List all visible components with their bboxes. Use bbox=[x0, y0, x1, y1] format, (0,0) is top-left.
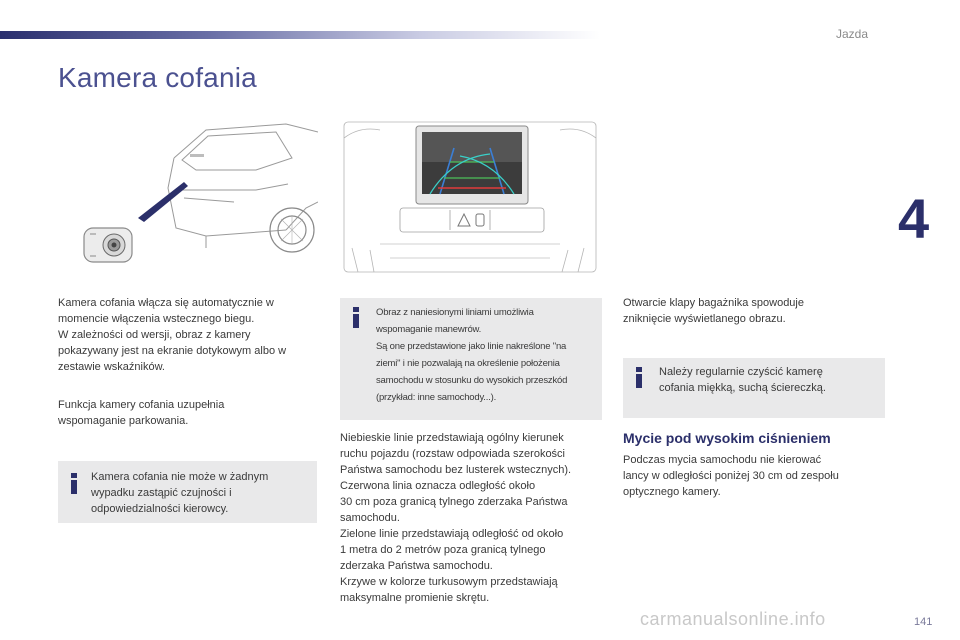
text-line: wspomaganie parkowania. bbox=[58, 415, 189, 427]
text-line: Kamera cofania włącza się automatycznie w bbox=[58, 297, 274, 309]
info-box-warning bbox=[58, 461, 317, 523]
text-line: odpowiedzialności kierowcy. bbox=[91, 503, 229, 515]
text-line: optycznego kamery. bbox=[623, 486, 721, 498]
touchscreen-illustration bbox=[340, 118, 602, 280]
text-line: ziemi" i nie pozwalają na określenie położenia bbox=[376, 358, 560, 369]
text-line: wspomaganie manewrów. bbox=[376, 324, 482, 335]
intro-paragraph bbox=[58, 295, 320, 375]
info-icon bbox=[71, 473, 77, 494]
header-gradient-bar bbox=[0, 31, 600, 39]
text-line: Niebieskie linie przedstawiają ogólny kierunek bbox=[340, 432, 564, 444]
text-line: ruchu pojazdu (rozstaw odpowiada szerokości bbox=[340, 448, 566, 460]
text-line: (przykład: inne samochody...). bbox=[376, 392, 497, 403]
text-line: Kamera cofania nie może w żadnym bbox=[91, 471, 269, 483]
text-line: zderzaka Państwa samochodu. bbox=[340, 560, 493, 572]
text-line: Krzywe w kolorze turkusowym przedstawiają bbox=[340, 576, 558, 588]
info-icon bbox=[353, 307, 359, 328]
text-line: zestawie wskaźników. bbox=[58, 361, 165, 373]
text-line: 1 metra do 2 metrów poza granicą tylnego bbox=[340, 544, 546, 556]
text-line: Należy regularnie czyścić kamerę bbox=[659, 366, 823, 378]
chapter-name: Jazda bbox=[836, 27, 869, 41]
text-line: Są one przedstawione jako linie nakreślone "na bbox=[376, 341, 567, 352]
text-line: cofania miękką, suchą ściereczką. bbox=[659, 382, 826, 394]
text-line: 30 cm poza granicą tylnego zderzaka Państwa bbox=[340, 496, 568, 508]
text-line: lancy w odległości poniżej 30 cm od zespołu bbox=[623, 470, 839, 482]
chapter-number: 4 bbox=[898, 187, 930, 250]
text-line: samochodu w stosunku do wysokich przeszkód bbox=[376, 375, 568, 386]
washing-heading: Mycie pod wysokim ciśnieniem bbox=[623, 430, 831, 446]
text-line: momencie włączenia wstecznego biegu. bbox=[58, 313, 255, 325]
page-number: 141 bbox=[914, 616, 933, 628]
info-box-cleaning bbox=[623, 358, 885, 418]
text-line: Funkcja kamery cofania uzupełnia bbox=[58, 399, 225, 411]
text-line: Obraz z naniesionymi liniami umożliwia bbox=[376, 307, 534, 318]
camera-detail-icon bbox=[84, 228, 132, 262]
text-line: W zależności od wersji, obraz z kamery bbox=[58, 329, 251, 341]
text-line: Czerwona linia oznacza odległość około bbox=[340, 480, 536, 492]
text-line: Zielone linie przedstawiają odległość od około bbox=[340, 528, 564, 540]
text-line: zniknięcie wyświetlanego obrazu. bbox=[623, 313, 786, 325]
page-title: Kamera cofania bbox=[58, 62, 257, 93]
text-line: maksymalne promienie skrętu. bbox=[340, 592, 490, 604]
text-line: Państwa samochodu bez lusterek wstecznych). bbox=[340, 464, 572, 476]
washing-paragraph bbox=[623, 452, 885, 500]
guidelines-description bbox=[340, 430, 602, 606]
watermark: carmanualsonline.info bbox=[640, 609, 826, 629]
text-line: pokazywany jest na ekranie dotykowym albo w bbox=[58, 345, 287, 357]
info-icon bbox=[636, 367, 642, 388]
text-line: wypadku zastąpić czujności i bbox=[91, 487, 232, 499]
text-line: Otwarcie klapy bagażnika spowoduje bbox=[623, 297, 804, 309]
complement-paragraph bbox=[58, 397, 320, 429]
text-line: samochodu. bbox=[340, 512, 400, 524]
tailgate-paragraph bbox=[623, 295, 885, 327]
car-rear-illustration bbox=[56, 118, 318, 280]
text-line: Podczas mycia samochodu nie kierować bbox=[623, 454, 822, 466]
info-box-guidelines bbox=[340, 298, 602, 420]
